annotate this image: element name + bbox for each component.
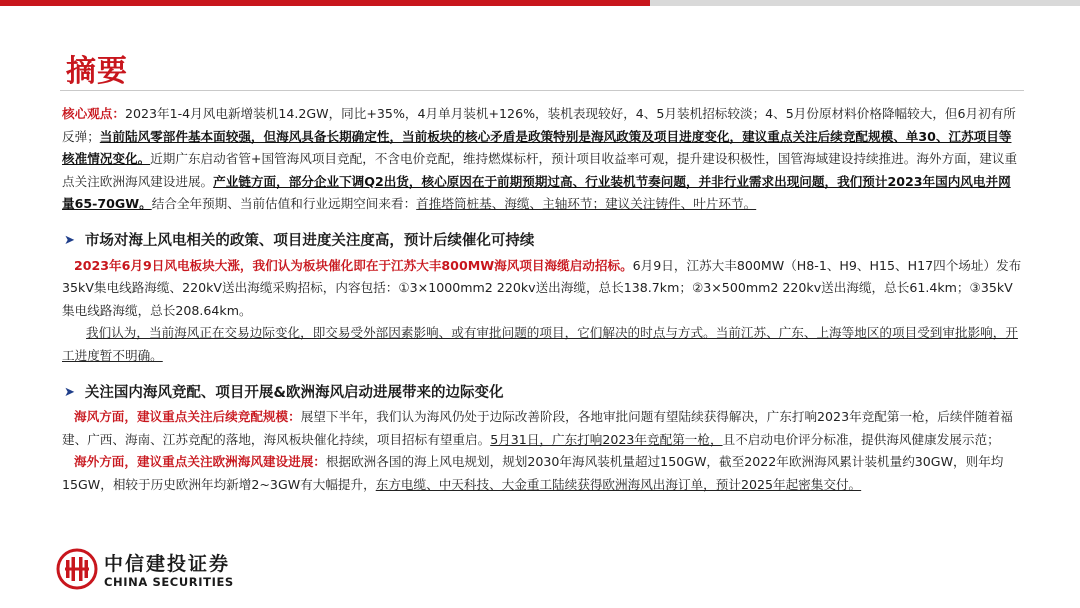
core-view-bold-2: 产业链方面，部分企业下调Q2出货，核心原因在于前期预期过高、行业装机节奏问题，并非行业需求出现问题，我们预计2023年国内风电并网量65-70GW。 <box>62 173 1011 212</box>
section-2-heading-text: 关注国内海风竞配、项目开展&欧洲海风启动进展带来的边际变化 <box>84 384 504 401</box>
logo-chinese-name: 中信建投证券 <box>104 553 231 575</box>
logo-english-name: CHINA SECURITIES <box>104 575 234 589</box>
core-view-text-3: 结合全年预期、当前估值和行业远期空间来看： <box>151 196 417 212</box>
top-accent-gray <box>650 0 1080 6</box>
summary-content <box>62 103 1022 497</box>
section-2-heading <box>62 382 1022 405</box>
section-1-heading <box>62 230 1022 253</box>
section-2-overseas-underlined: 东方电缆、中天科技、大金重工陆续获得欧洲海风出海订单，预计2025年起密集交付。 <box>375 476 862 492</box>
top-accent-red <box>0 0 650 6</box>
core-view-text-2: 近期广东启动省管+国管海风项目竞配，不含电价竞配，维持燃煤标杆，预计项目收益率可观，提升建设积极性，国管海域建设持续推进。海外方面，建议重点关注欧洲海风建设进展。 <box>62 151 1018 189</box>
section-2-domestic-text: 展望下半年，我们认为海风仍处于边际改善阶段，各地审批问题有望陆续获得解决，广东打响2023年竞配第一枪，后续伴随着福建、广西、海南、江苏竞配的落地，海风板块催化持续，项目招标有望重启。 <box>62 409 1013 447</box>
section-1-opinion: 我们认为，当前海风正在交易边际变化，即交易受外部因素影响、或有审批问题的项目，它们解决的时点与方式。当前江苏、广东、上海等地区的项目受到审批影响，开工进度暂不明确。 <box>62 325 1018 363</box>
page-title: 摘要 <box>66 54 128 89</box>
core-view-text-1: 2023年1-4月风电新增装机14.2GW，同比+35%，4月单月装机+126%，装机表现较好，4、5月装机招标较淡；4、5月份原材料价格降幅较大，但6月初有所反弹； <box>62 106 1016 144</box>
company-logo <box>56 548 246 594</box>
china-securities-logo-icon <box>56 548 98 590</box>
section-1-heading-text: 市场对海上风电相关的政策、项目进度关注度高，预计后续催化可持续 <box>84 232 535 249</box>
section-2-domestic-underlined: 5月31日，广东打响2023年竞配第一枪， <box>490 431 723 447</box>
section-2-domestic-tail: 且不启动电价评分标准，提供海风健康发展示范； <box>722 431 1000 447</box>
section-1-paragraph <box>62 255 1022 323</box>
section-2-overseas-paragraph <box>62 451 1022 496</box>
section-2-overseas-text: 根据欧洲各国的海上风电规划，规划2030年海风装机量超过150GW，截至2022年欧洲海风累计装机量约30GW，则年均15GW，相较于历史欧洲年均新增2~3GW有大幅提升， <box>62 454 1004 492</box>
section-1-body: 6月9日，江苏大丰800MW（H8-1、H9、H15、H17四个场址）发布35kV集电线路海缆、220kV送出海缆采购招标，内容包括：①3×1000mm2 220kv送出海缆，总长138.7km；②3×500mm2 220kv送出海缆，总长61.4km；③35kV集电线路海缆，总长208.64km。 <box>62 257 1022 318</box>
top-accent-bar <box>0 0 1080 14</box>
section-2-overseas-label: 海外方面，建议重点关注欧洲海风建设进展： <box>74 454 326 470</box>
core-view-recommendation: 首推塔筒桩基、海缆、主轴环节；建议关注铸件、叶片环节。 <box>416 196 757 212</box>
core-view-paragraph <box>62 103 1022 216</box>
arrow-bullet-icon: ➤ <box>64 232 75 248</box>
section-2-domestic-paragraph <box>62 406 1022 451</box>
arrow-bullet-icon: ➤ <box>64 384 75 400</box>
title-divider <box>60 90 1024 91</box>
core-view-label: 核心观点： <box>62 106 125 121</box>
section-1-lead: 2023年6月9日风电板块大涨，我们认为板块催化即在于江苏大丰800MW海风项目海缆启动招标。 <box>74 257 633 273</box>
core-view-bold-1: 当前陆风零部件基本面较强，但海风具备长期确定性，当前板块的核心矛盾是政策特别是海风政策及项目进度变化，建议重点关注后续竞配规模、单30、江苏项目等核准情况变化。 <box>62 128 1012 167</box>
section-2-domestic-label: 海风方面，建议重点关注后续竞配规模： <box>74 409 301 425</box>
